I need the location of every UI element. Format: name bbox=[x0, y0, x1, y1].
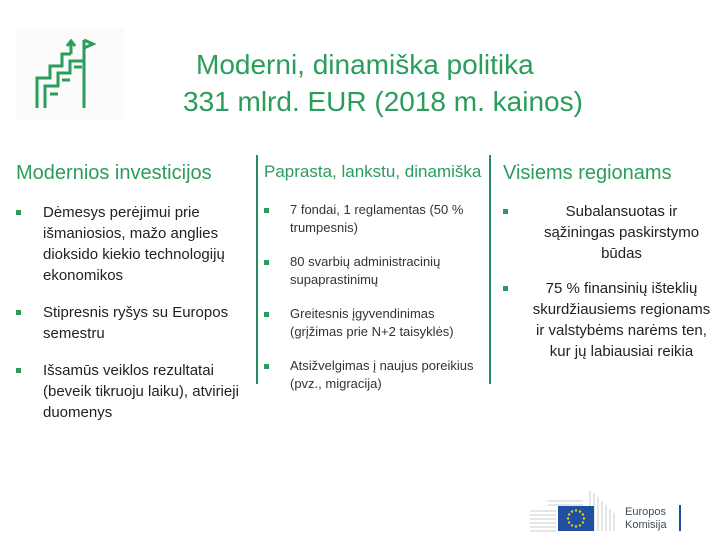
column-heading: Modernios investicijos bbox=[16, 162, 212, 184]
column-heading: Paprasta, lankstu, dinamiška bbox=[264, 162, 482, 181]
list-item-text: 80 svarbių administracinių supaprastinimų bbox=[290, 254, 441, 287]
bullet-list bbox=[264, 201, 486, 393]
list-item bbox=[16, 360, 256, 423]
european-commission-logo bbox=[528, 487, 698, 533]
title-line-2: 331 mlrd. EUR (2018 m. kainos) bbox=[183, 86, 583, 117]
list-item-text: 75 % finansinių išteklių skurdžiausiems regionams ir valstybėms narėms ten, kur jų labiausiai reikia bbox=[532, 280, 711, 360]
list-item-text: Stipresnis ryšys su Europos semestru bbox=[43, 304, 229, 342]
list-item-text: Išsamūs veiklos rezultatai (beveik tikruoju laiku), atvirieji duomenys bbox=[43, 362, 239, 421]
policy-icon-box bbox=[16, 28, 124, 120]
list-item bbox=[264, 201, 486, 237]
list-item-text: Subalansuotas ir sąžiningas paskirstymo būdas bbox=[543, 203, 700, 262]
bullet-icon bbox=[264, 312, 269, 317]
logo-text-line-1: Europos bbox=[625, 506, 666, 518]
column-divider bbox=[489, 155, 491, 384]
column-heading: Visiems regionams bbox=[503, 162, 672, 184]
list-item-text: Dėmesys perėjimui prie išmaniosios, mažo anglies dioksido kiekio technologijų ekonomikos bbox=[43, 204, 225, 284]
eu-flag-icon bbox=[558, 506, 594, 531]
bullet-icon bbox=[16, 210, 21, 215]
bullet-list bbox=[16, 202, 256, 423]
logo-bar bbox=[679, 505, 681, 531]
list-item bbox=[264, 305, 486, 341]
bullet-icon bbox=[16, 310, 21, 315]
list-item-text: 7 fondai, 1 reglamentas (50 % trumpesnis) bbox=[290, 202, 464, 235]
list-item bbox=[503, 201, 713, 264]
list-item-text: Atsižvelgimas į naujus poreikius (pvz., migracija) bbox=[290, 358, 474, 391]
bullet-icon bbox=[264, 260, 269, 265]
logo-text-line-2: Komisija bbox=[625, 519, 667, 531]
list-item bbox=[16, 202, 256, 286]
column-all-regions bbox=[503, 160, 713, 376]
bullet-icon bbox=[264, 364, 269, 369]
bullet-icon bbox=[16, 368, 21, 373]
title-line-1: Moderni, dinamiška politika bbox=[196, 49, 534, 80]
stairs-flag-icon bbox=[34, 36, 110, 114]
bullet-icon bbox=[503, 286, 508, 291]
bullet-list bbox=[503, 201, 713, 362]
list-item bbox=[16, 302, 256, 344]
list-item bbox=[264, 253, 486, 289]
logo-text bbox=[625, 506, 667, 532]
bullet-icon bbox=[264, 208, 269, 213]
page-title bbox=[170, 46, 650, 120]
list-item-text: Greitesnis įgyvendinimas (grįžimas prie N+2 taisyklės) bbox=[290, 306, 454, 339]
column-modern-investments bbox=[16, 160, 256, 439]
list-item bbox=[503, 278, 713, 362]
column-simple-flexible bbox=[264, 160, 486, 409]
column-divider bbox=[256, 155, 258, 384]
bullet-icon bbox=[503, 209, 508, 214]
list-item bbox=[264, 357, 486, 393]
